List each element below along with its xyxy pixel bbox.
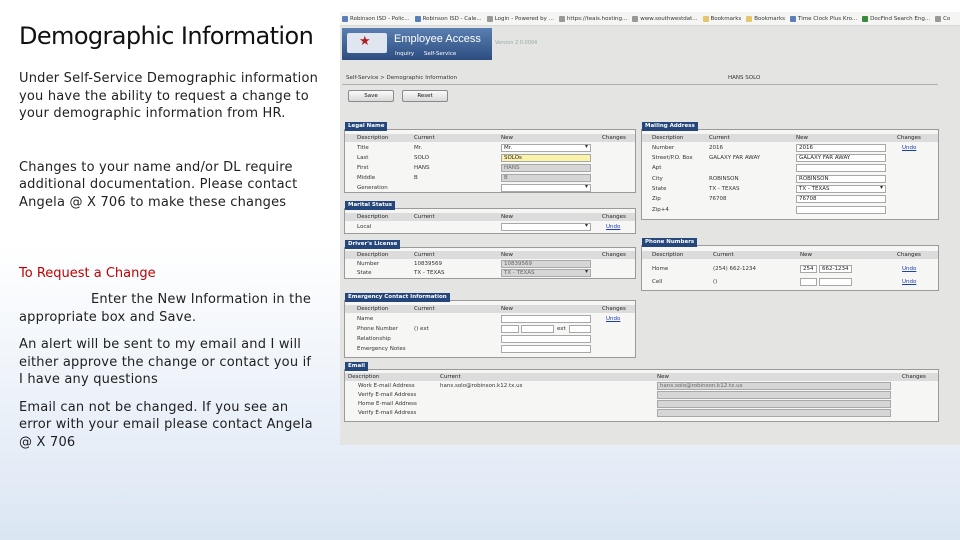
col-description: Description xyxy=(357,252,389,258)
page-icon xyxy=(935,16,941,22)
app-banner xyxy=(342,28,492,60)
bookmark-folder[interactable]: Bookmarks xyxy=(746,16,785,22)
zip4-input[interactable] xyxy=(796,206,886,214)
current-value: 76708 xyxy=(709,196,727,202)
current-value: TX - TEXAS xyxy=(414,270,445,276)
col-changes: Changes xyxy=(602,306,626,312)
request-step-block xyxy=(19,291,319,326)
current-value: () xyxy=(713,279,718,285)
page-icon xyxy=(487,16,493,22)
panel-title: Legal Name xyxy=(345,122,387,131)
slide-title: Demographic Information xyxy=(19,22,314,50)
col-new: New xyxy=(657,374,669,380)
col-new: New xyxy=(800,252,812,258)
app-tabs xyxy=(395,51,456,57)
marital-select[interactable] xyxy=(501,223,591,231)
request-heading: To Request a Change xyxy=(19,266,156,281)
clock-icon xyxy=(790,16,796,22)
phone-numbers-panel xyxy=(641,239,939,291)
reset-button[interactable]: Reset xyxy=(402,90,448,102)
home-email-input xyxy=(657,400,891,408)
ext-label: ext xyxy=(557,326,566,332)
table-header xyxy=(642,251,938,259)
col-changes: Changes xyxy=(602,252,626,258)
folder-icon xyxy=(746,16,752,22)
middle-name-input[interactable]: B xyxy=(501,174,591,182)
panel-title: Marital Status xyxy=(345,201,395,210)
row-label: Street/P.O. Box xyxy=(652,155,693,161)
address-number-input[interactable]: 2016 xyxy=(796,144,886,152)
panel-title: Phone Numbers xyxy=(642,238,697,247)
bookmark-item[interactable]: Robinson ISD - Polic... xyxy=(342,16,410,22)
employee-access-screenshot xyxy=(340,12,960,445)
current-value: ROBINSON xyxy=(709,176,739,182)
row-label: First xyxy=(357,165,369,171)
folder-icon xyxy=(703,16,709,22)
row-label: Zip xyxy=(652,196,661,202)
col-changes: Changes xyxy=(897,135,921,141)
contact-area-code-input[interactable] xyxy=(501,325,519,333)
col-current: Current xyxy=(440,374,461,380)
legal-name-panel xyxy=(344,123,636,193)
panel-title: Emergency Contact Information xyxy=(345,293,450,302)
current-value: B xyxy=(414,175,418,181)
col-current: Current xyxy=(414,135,435,141)
email-note: Email can not be changed. If you see an error with your email please contact Angela @ X 706 xyxy=(19,399,313,450)
row-label: Verify E-mail Address xyxy=(358,410,417,416)
col-description: Description xyxy=(652,135,684,141)
current-value: hans.solo@robinson.k12.tx.us xyxy=(440,383,523,389)
mailing-address-panel xyxy=(641,123,939,220)
bookmark-item[interactable]: www.southwestdat... xyxy=(632,16,697,22)
contact-name-input[interactable] xyxy=(501,315,591,323)
save-button[interactable]: Save xyxy=(348,90,394,102)
row-label: Name xyxy=(357,316,374,322)
contact-ext-input[interactable] xyxy=(569,325,591,333)
current-value: SOLO xyxy=(414,155,430,161)
table-header xyxy=(345,305,635,313)
row-label: Title xyxy=(357,145,369,151)
bookmark-item[interactable]: Time Clock Plus Kro... xyxy=(790,16,857,22)
row-label: Phone Number xyxy=(357,326,398,332)
current-value: HANS xyxy=(414,165,430,171)
col-description: Description xyxy=(348,374,380,380)
site-icon xyxy=(342,16,348,22)
zip-input[interactable]: 76708 xyxy=(796,195,886,203)
site-icon xyxy=(415,16,421,22)
row-label: Zip+4 xyxy=(652,207,669,213)
bookmarks-bar xyxy=(340,12,960,26)
panel-title: Email xyxy=(345,362,368,371)
home-phone-input[interactable]: 662-1234 xyxy=(819,265,852,273)
row-label: Middle xyxy=(357,175,376,181)
bookmark-item[interactable]: Robinson ISD - Cale... xyxy=(415,16,482,22)
table-header xyxy=(345,213,635,221)
first-name-input[interactable]: HANS xyxy=(501,164,591,172)
row-label: Number xyxy=(652,145,675,151)
state-select[interactable]: TX - TEXAS ▾ xyxy=(796,185,886,193)
alert-note: An alert will be sent to my email and I will either approve the change or contact you if I have any questions xyxy=(19,337,312,387)
col-current: Current xyxy=(414,306,435,312)
app-name: Employee Access xyxy=(394,33,481,45)
bookmark-item[interactable]: DocFind Search Eng... xyxy=(862,16,930,22)
verify-home-email-input xyxy=(657,409,891,417)
cell-area-code-input[interactable] xyxy=(800,278,817,286)
row-label: Apt xyxy=(652,165,662,171)
undo-link[interactable]: Undo xyxy=(902,145,917,151)
row-label: Last xyxy=(357,155,369,161)
page-icon xyxy=(559,16,565,22)
current-value: 10839569 xyxy=(414,261,442,267)
table-header xyxy=(345,134,635,142)
current-value: 2016 xyxy=(709,145,723,151)
row-label: City xyxy=(652,176,663,182)
site-icon xyxy=(862,16,868,22)
col-current: Current xyxy=(709,135,730,141)
page-icon xyxy=(632,16,638,22)
bookmark-folder[interactable]: Bookmarks xyxy=(703,16,742,22)
home-area-code-input[interactable]: 254 xyxy=(800,265,817,273)
work-email-input: hans.solo@robinson.k12.tx.us xyxy=(657,382,891,390)
col-description: Description xyxy=(357,214,389,220)
tab-self-service[interactable]: Self-Service xyxy=(423,51,457,57)
col-description: Description xyxy=(357,306,389,312)
col-new: New xyxy=(501,214,513,220)
col-description: Description xyxy=(652,252,684,258)
col-changes: Changes xyxy=(902,374,926,380)
undo-link[interactable]: Undo xyxy=(902,266,917,272)
drivers-license-panel xyxy=(344,241,636,279)
current-value: (254) 662-1234 xyxy=(713,266,757,272)
col-new: New xyxy=(501,252,513,258)
current-value: GALAXY FAR AWAY xyxy=(709,155,761,161)
col-current: Current xyxy=(414,214,435,220)
email-panel xyxy=(344,363,939,422)
panel-title: Mailing Address xyxy=(642,122,698,131)
current-value: Mr. xyxy=(414,145,423,151)
tab-inquiry[interactable]: Inquiry xyxy=(395,51,415,57)
title-select[interactable]: Mr. ▾ xyxy=(501,144,591,152)
emergency-notes-input[interactable] xyxy=(501,345,591,353)
row-label: Cell xyxy=(652,279,663,285)
col-new: New xyxy=(501,306,513,312)
row-label: Emergency Notes xyxy=(357,346,406,352)
apt-input[interactable] xyxy=(796,164,886,172)
dl-number-input[interactable]: 10839569 xyxy=(501,260,591,268)
row-label: Number xyxy=(357,261,380,267)
panel-title: Driver's License xyxy=(345,240,400,249)
changes-note: Changes to your name and/or DL require additional documentation. Please contact Angela @ X 706 to make these changes xyxy=(19,159,298,210)
app-window xyxy=(340,26,960,445)
row-label: Verify E-mail Address xyxy=(358,392,417,398)
intro-text: Under Self-Service Demographic information you have the ability to request a change to your demographic information from HR. xyxy=(19,71,319,121)
table-header xyxy=(345,373,938,381)
col-changes: Changes xyxy=(602,135,626,141)
relationship-input[interactable] xyxy=(501,335,591,343)
row-label: State xyxy=(652,186,667,192)
undo-link[interactable]: Undo xyxy=(606,316,621,322)
col-changes: Changes xyxy=(602,214,626,220)
current-value: () ext xyxy=(414,326,429,332)
current-value: TX - TEXAS xyxy=(709,186,740,192)
city-input[interactable]: ROBINSON xyxy=(796,175,886,183)
row-label: Local xyxy=(357,224,372,230)
undo-link[interactable]: Undo xyxy=(606,224,621,230)
marital-status-panel xyxy=(344,202,636,234)
bookmark-item[interactable]: Login - Powered by ... xyxy=(487,16,554,22)
contact-phone-input[interactable] xyxy=(521,325,554,333)
row-label: Generation xyxy=(357,185,388,191)
generation-select[interactable] xyxy=(501,184,591,192)
col-new: New xyxy=(796,135,808,141)
texas-logo xyxy=(347,33,387,53)
dl-state-select[interactable]: TX - TEXAS ▾ xyxy=(501,269,591,277)
col-description: Description xyxy=(357,135,389,141)
street-input[interactable]: GALAXY FAR AWAY xyxy=(796,154,886,162)
table-header xyxy=(345,251,635,259)
col-changes: Changes xyxy=(897,252,921,258)
verify-work-email-input xyxy=(657,391,891,399)
divider xyxy=(342,84,938,85)
row-label: Relationship xyxy=(357,336,391,342)
user-name: HANS SOLO xyxy=(728,75,761,81)
table-header xyxy=(642,134,938,142)
row-label: Home xyxy=(652,266,669,272)
row-label: State xyxy=(357,270,372,276)
col-current: Current xyxy=(713,252,734,258)
breadcrumb: Self-Service > Demographic Information xyxy=(346,75,458,81)
bookmark-item[interactable]: https://teais.hosting... xyxy=(559,16,627,22)
app-version: Version 2.0.0004 xyxy=(495,40,538,46)
col-new: New xyxy=(501,135,513,141)
slide-text xyxy=(19,22,319,451)
emergency-contact-panel xyxy=(344,294,636,358)
row-label: Home E-mail Address xyxy=(358,401,417,407)
col-current: Current xyxy=(414,252,435,258)
star-icon: ★ xyxy=(359,34,371,49)
request-step: Enter the New Information in the appropriate box and Save. xyxy=(19,292,312,325)
undo-link[interactable]: Undo xyxy=(902,279,917,285)
bookmark-item[interactable]: Co xyxy=(935,16,950,22)
cell-phone-input[interactable] xyxy=(819,278,852,286)
row-label: Work E-mail Address xyxy=(358,383,415,389)
last-name-input[interactable]: SOLOs xyxy=(501,154,591,162)
